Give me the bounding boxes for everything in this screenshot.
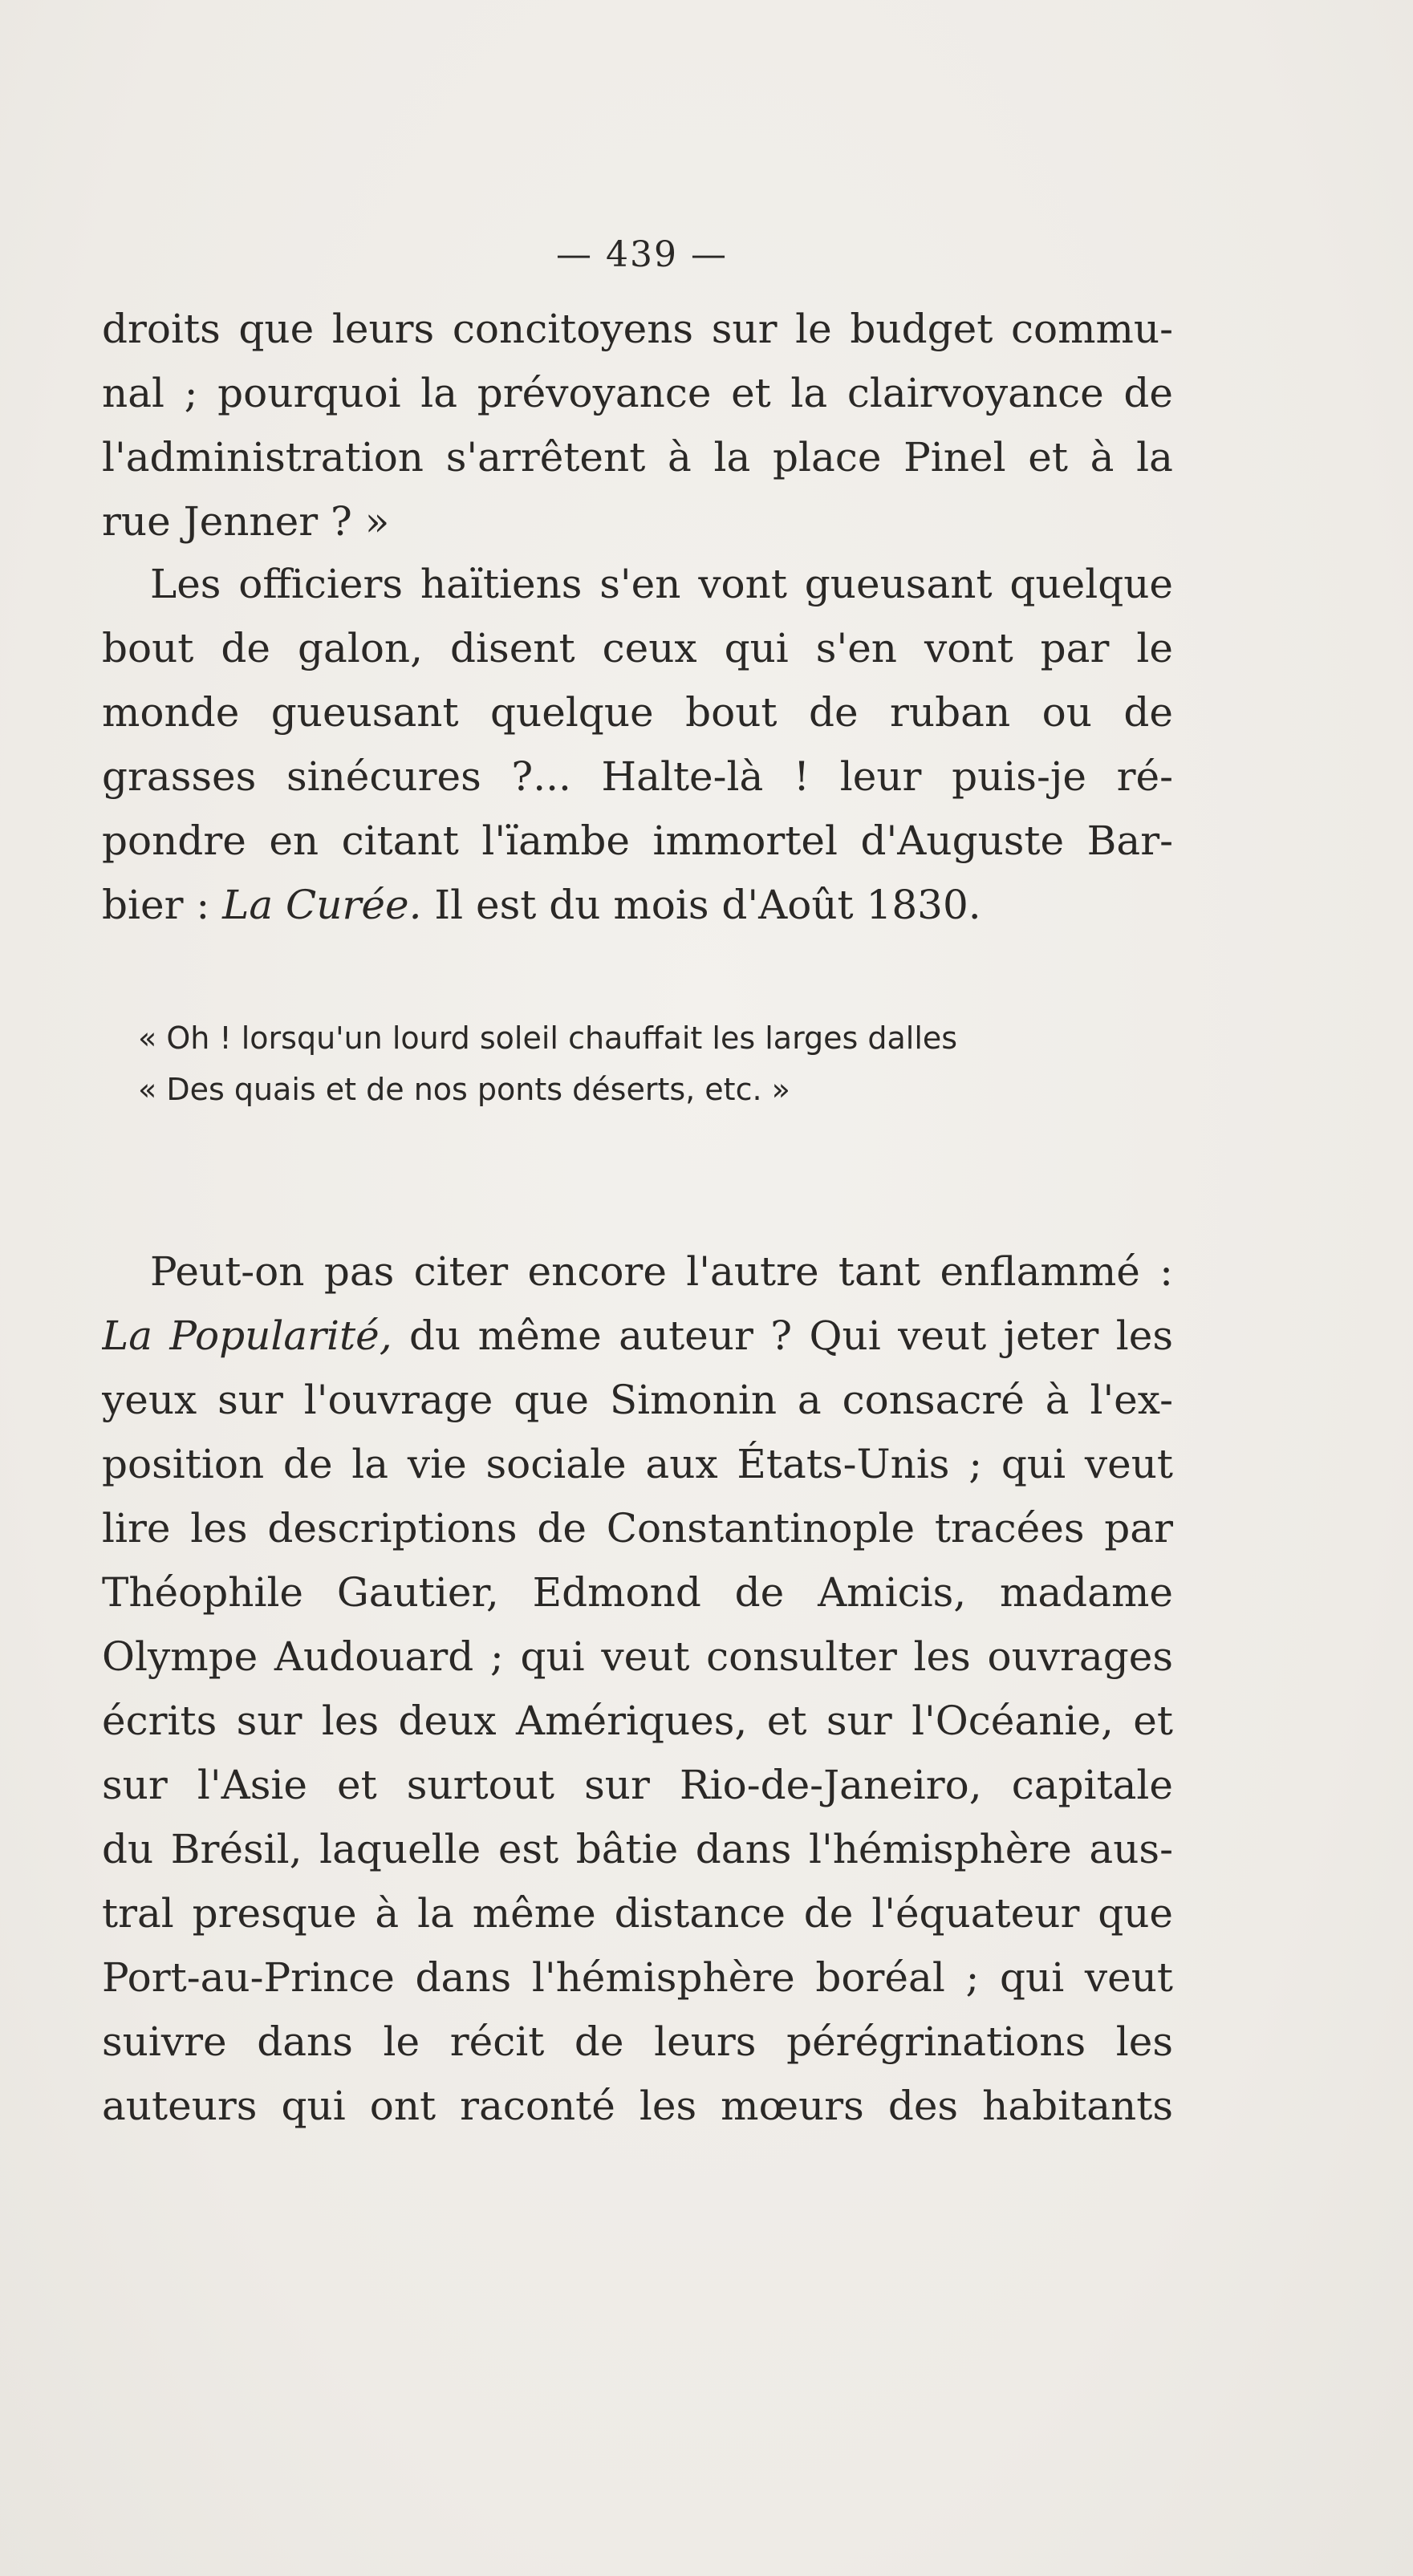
text-line: tral presque à la même distance de l'équateur que — [102, 1890, 1173, 1937]
text-line: écrits sur les deux Amériques, et sur l'Océanie, et — [102, 1698, 1173, 1744]
text-line: grasses sinécures ?... Halte-là ! leur puis-je ré- — [102, 753, 1173, 800]
text-line: l'administration s'arrêtent à la place Pinel et à la — [102, 434, 1173, 481]
text-fragment: Il est du mois d'Août 1830. — [421, 882, 981, 928]
text-line: Les officiers haïtiens s'en vont gueusant quelque — [150, 561, 1173, 607]
text-line: rue Jenner ? » — [102, 498, 390, 545]
text-line: sur l'Asie et surtout sur Rio-de-Janeiro, capitale — [102, 1762, 1173, 1808]
text-line: bout de galon, disent ceux qui s'en vont par le — [102, 625, 1173, 671]
italic-title: La Popularité, — [102, 1312, 392, 1359]
text-line — [102, 1304, 1173, 1368]
text-fragment: du même auteur ? Qui veut jeter les — [392, 1312, 1173, 1359]
paragraph-2 — [102, 552, 1173, 937]
text-line: auteurs qui ont raconté les mœurs des habitants — [102, 2083, 1173, 2129]
quote-line: « Oh ! lorsqu'un lourd soleil chauffait les larges dalles — [138, 1020, 958, 1056]
text-line: droits que leurs concitoyens sur le budget commu- — [102, 306, 1173, 352]
text-line: lire les descriptions de Constantinople tracées par — [102, 1505, 1173, 1552]
italic-title: La Curée. — [222, 882, 422, 928]
text-line: pondre en citant l'ïambe immortel d'Auguste Bar- — [102, 817, 1173, 864]
text-line: Olympe Audouard ; qui veut consulter les ouvrages — [102, 1633, 1173, 1680]
page-number: — 439 — — [556, 234, 728, 275]
text-line: Port-au-Prince dans l'hémisphère boréal ; qui veut — [102, 1954, 1173, 2001]
paragraph-3 — [102, 1239, 1173, 2138]
text-line: du Brésil, laquelle est bâtie dans l'hémisphère aus- — [102, 1826, 1173, 1872]
text-line: yeux sur l'ouvrage que Simonin a consacré à l'ex- — [102, 1377, 1173, 1423]
text-line — [102, 873, 1173, 937]
verse-quote — [138, 1012, 1133, 1115]
text-line: Théophile Gautier, Edmond de Amicis, madame — [102, 1569, 1173, 1616]
text-line: nal ; pourquoi la prévoyance et la clairvoyance de — [102, 370, 1173, 416]
text-fragment: bier : — [102, 882, 223, 928]
text-line: Peut-on pas citer encore l'autre tant enflammé : — [150, 1248, 1173, 1295]
paragraph-1 — [102, 297, 1173, 554]
quote-line: « Des quais et de nos ponts déserts, etc. » — [138, 1072, 790, 1107]
text-line: monde gueusant quelque bout de ruban ou de — [102, 689, 1173, 736]
text-line: suivre dans le récit de leurs pérégrinations les — [102, 2018, 1173, 2065]
text-line: position de la vie sociale aux États-Unis ; qui veut — [102, 1441, 1173, 1487]
